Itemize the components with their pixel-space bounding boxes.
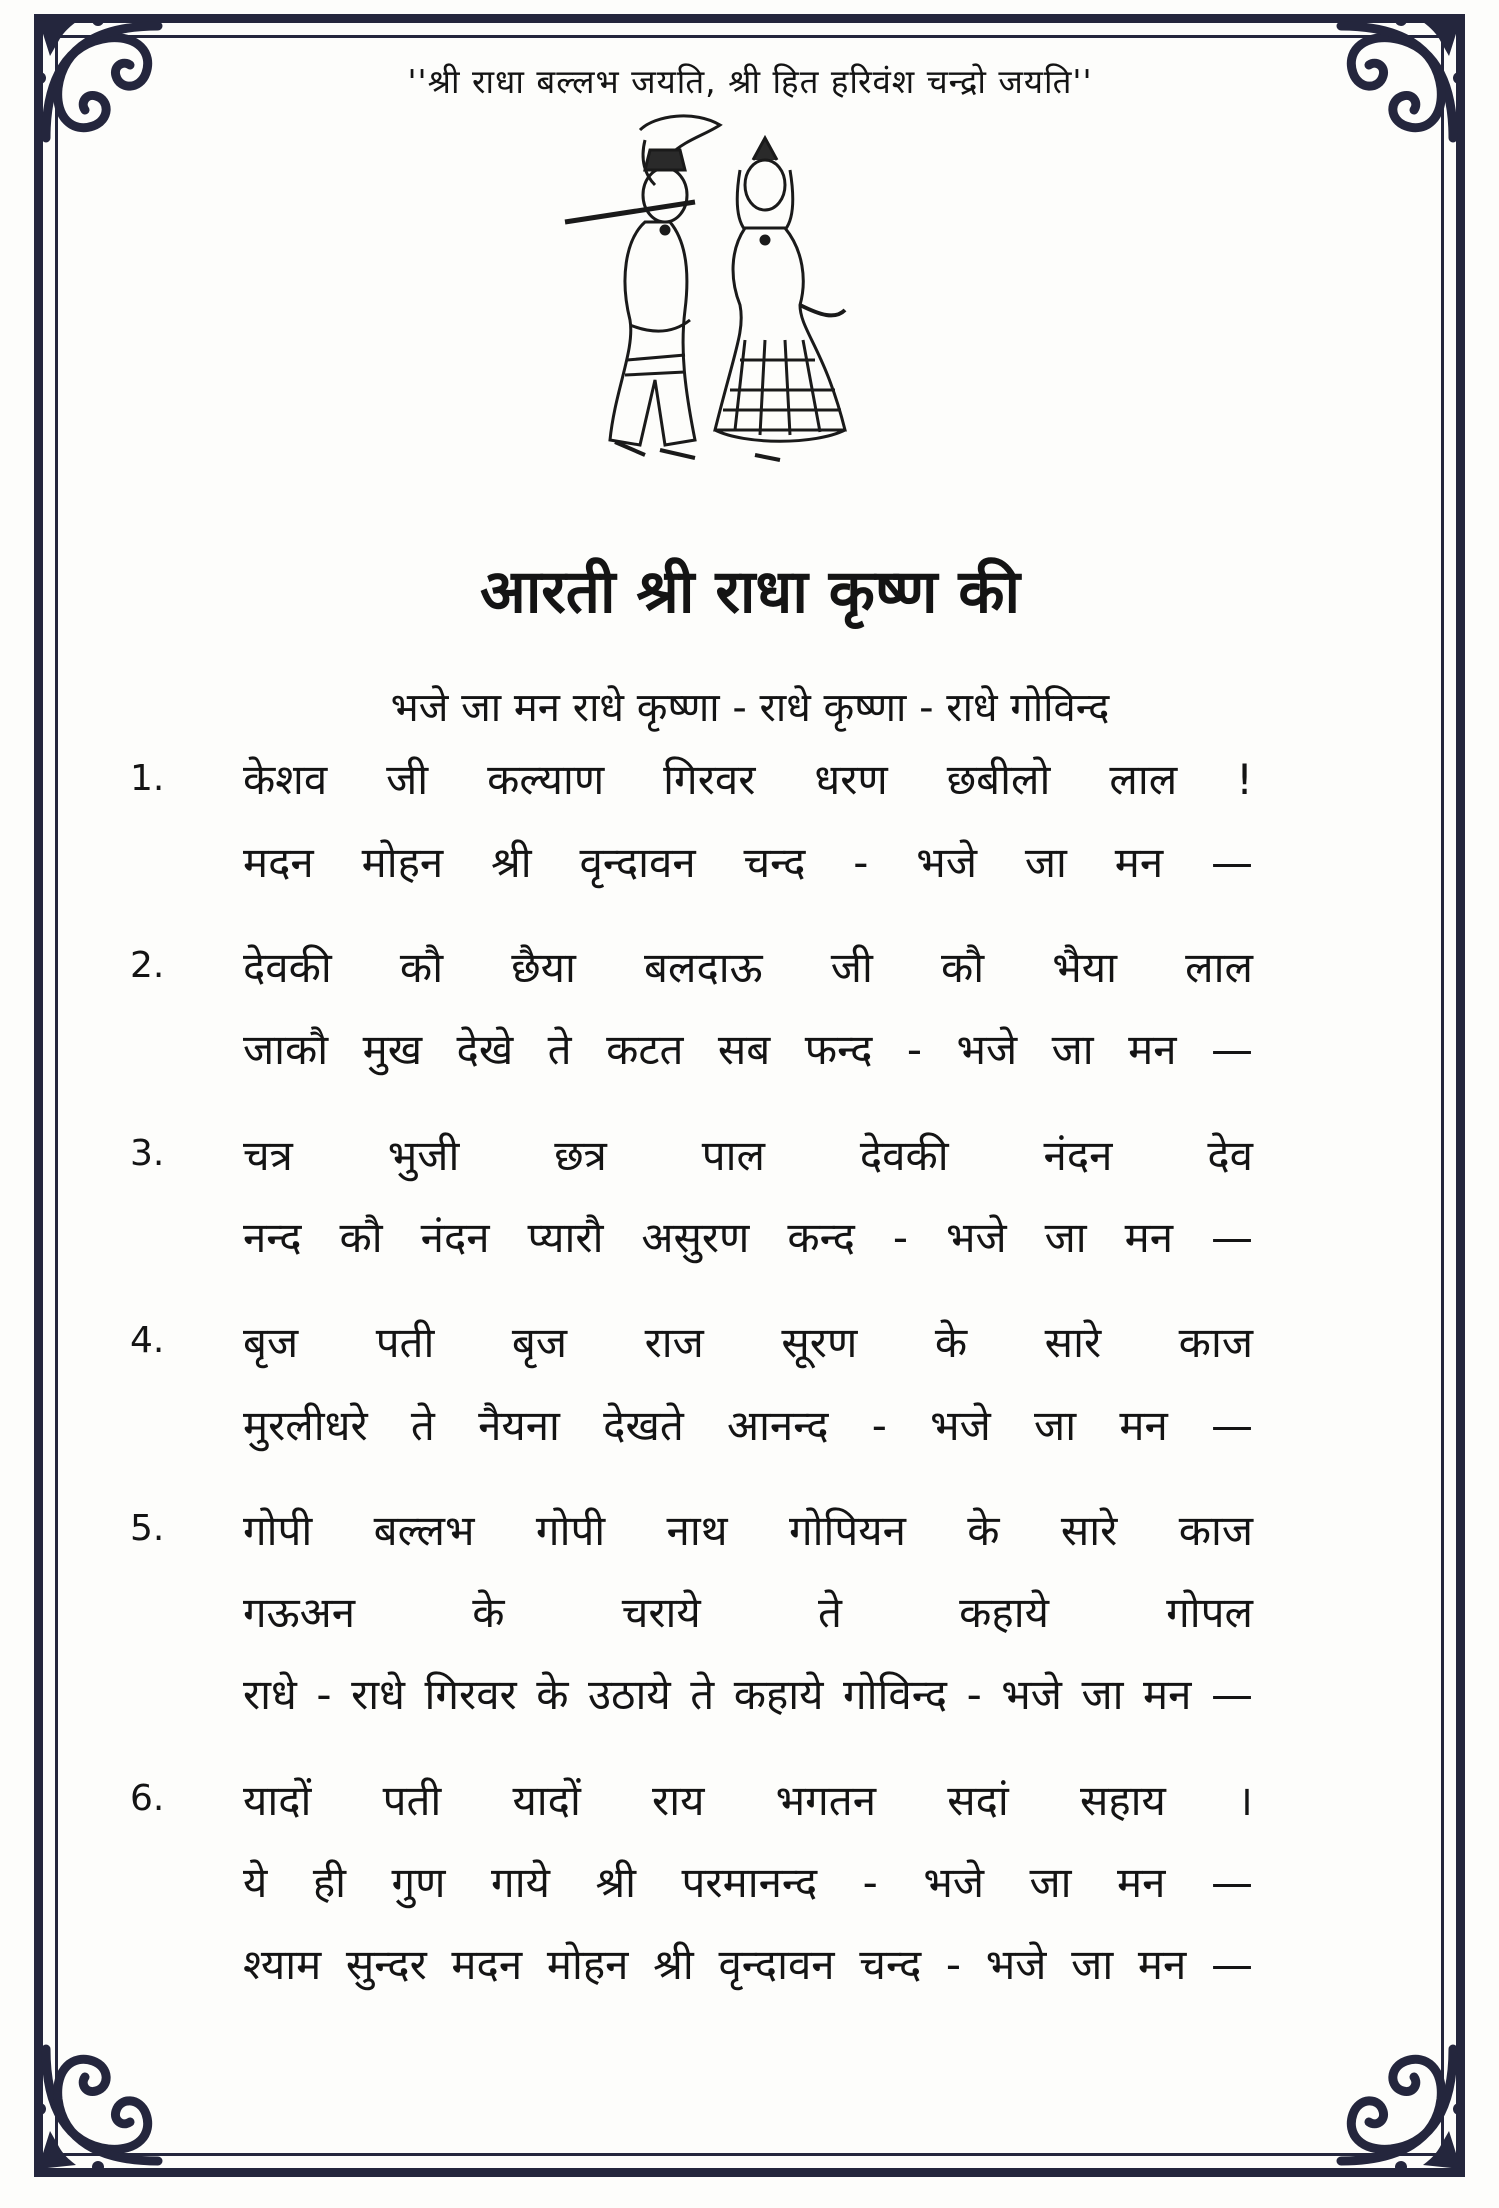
verse-number: 1. — [130, 758, 165, 799]
verse-line: मुरलीधरे ते नैयना देखते आनन्द - भजे जा मन — — [243, 1401, 1253, 1450]
verse-line: गऊअन के चराये ते कहाये गोपल — [243, 1588, 1253, 1637]
verse-line: चत्र भुजी छत्र पाल देवकी नंदन देव — [243, 1131, 1253, 1180]
verse-number: 6. — [130, 1778, 165, 1819]
verse-line: नन्द कौ नंदन प्यारौ असुरण कन्द - भजे जा मन — — [243, 1213, 1253, 1262]
verse-line: राधे - राधे गिरवर के उठाये ते कहाये गोविन्द - भजे जा मन — — [243, 1670, 1253, 1719]
verse-number: 2. — [130, 945, 165, 986]
verse-line: देवकी कौ छैया बलदाऊ जी कौ भैया लाल — [243, 943, 1253, 992]
verse-number: 3. — [130, 1133, 165, 1174]
header-quote: ''श्री राधा बल्लभ जयति, श्री हित हरिवंश चन्द्रो जयति'' — [407, 62, 1093, 101]
page-title: आरती श्री राधा कृष्ण की — [479, 557, 1021, 627]
verse-line: यादों पती यादों राय भगतन सदां सहाय । — [243, 1776, 1253, 1825]
verse-line: श्याम सुन्दर मदन मोहन श्री वृन्दावन चन्द - भजे जा मन — — [243, 1940, 1253, 1989]
verse-line: ये ही गुण गाये श्री परमानन्द - भजे जा मन — — [243, 1858, 1253, 1907]
verse-number: 5. — [130, 1508, 165, 1549]
verse-number: 4. — [130, 1320, 165, 1361]
verse-line: बृज पती बृज राज सूरण के सारे काज — [243, 1318, 1253, 1367]
refrain-line: भजे जा मन राधे कृष्णा - राधे कृष्णा - राधे गोविन्द — [390, 685, 1110, 731]
verse-line: केशव जी कल्याण गिरवर धरण छबीलो लाल ! — [243, 755, 1253, 804]
verse-line: जाकौ मुख देखे ते कटत सब फन्द - भजे जा मन — — [243, 1025, 1253, 1074]
verse-line: मदन मोहन श्री वृन्दावन चन्द - भजे जा मन — — [243, 838, 1253, 887]
verse-line: गोपी बल्लभ गोपी नाथ गोपियन के सारे काज — [243, 1506, 1253, 1555]
